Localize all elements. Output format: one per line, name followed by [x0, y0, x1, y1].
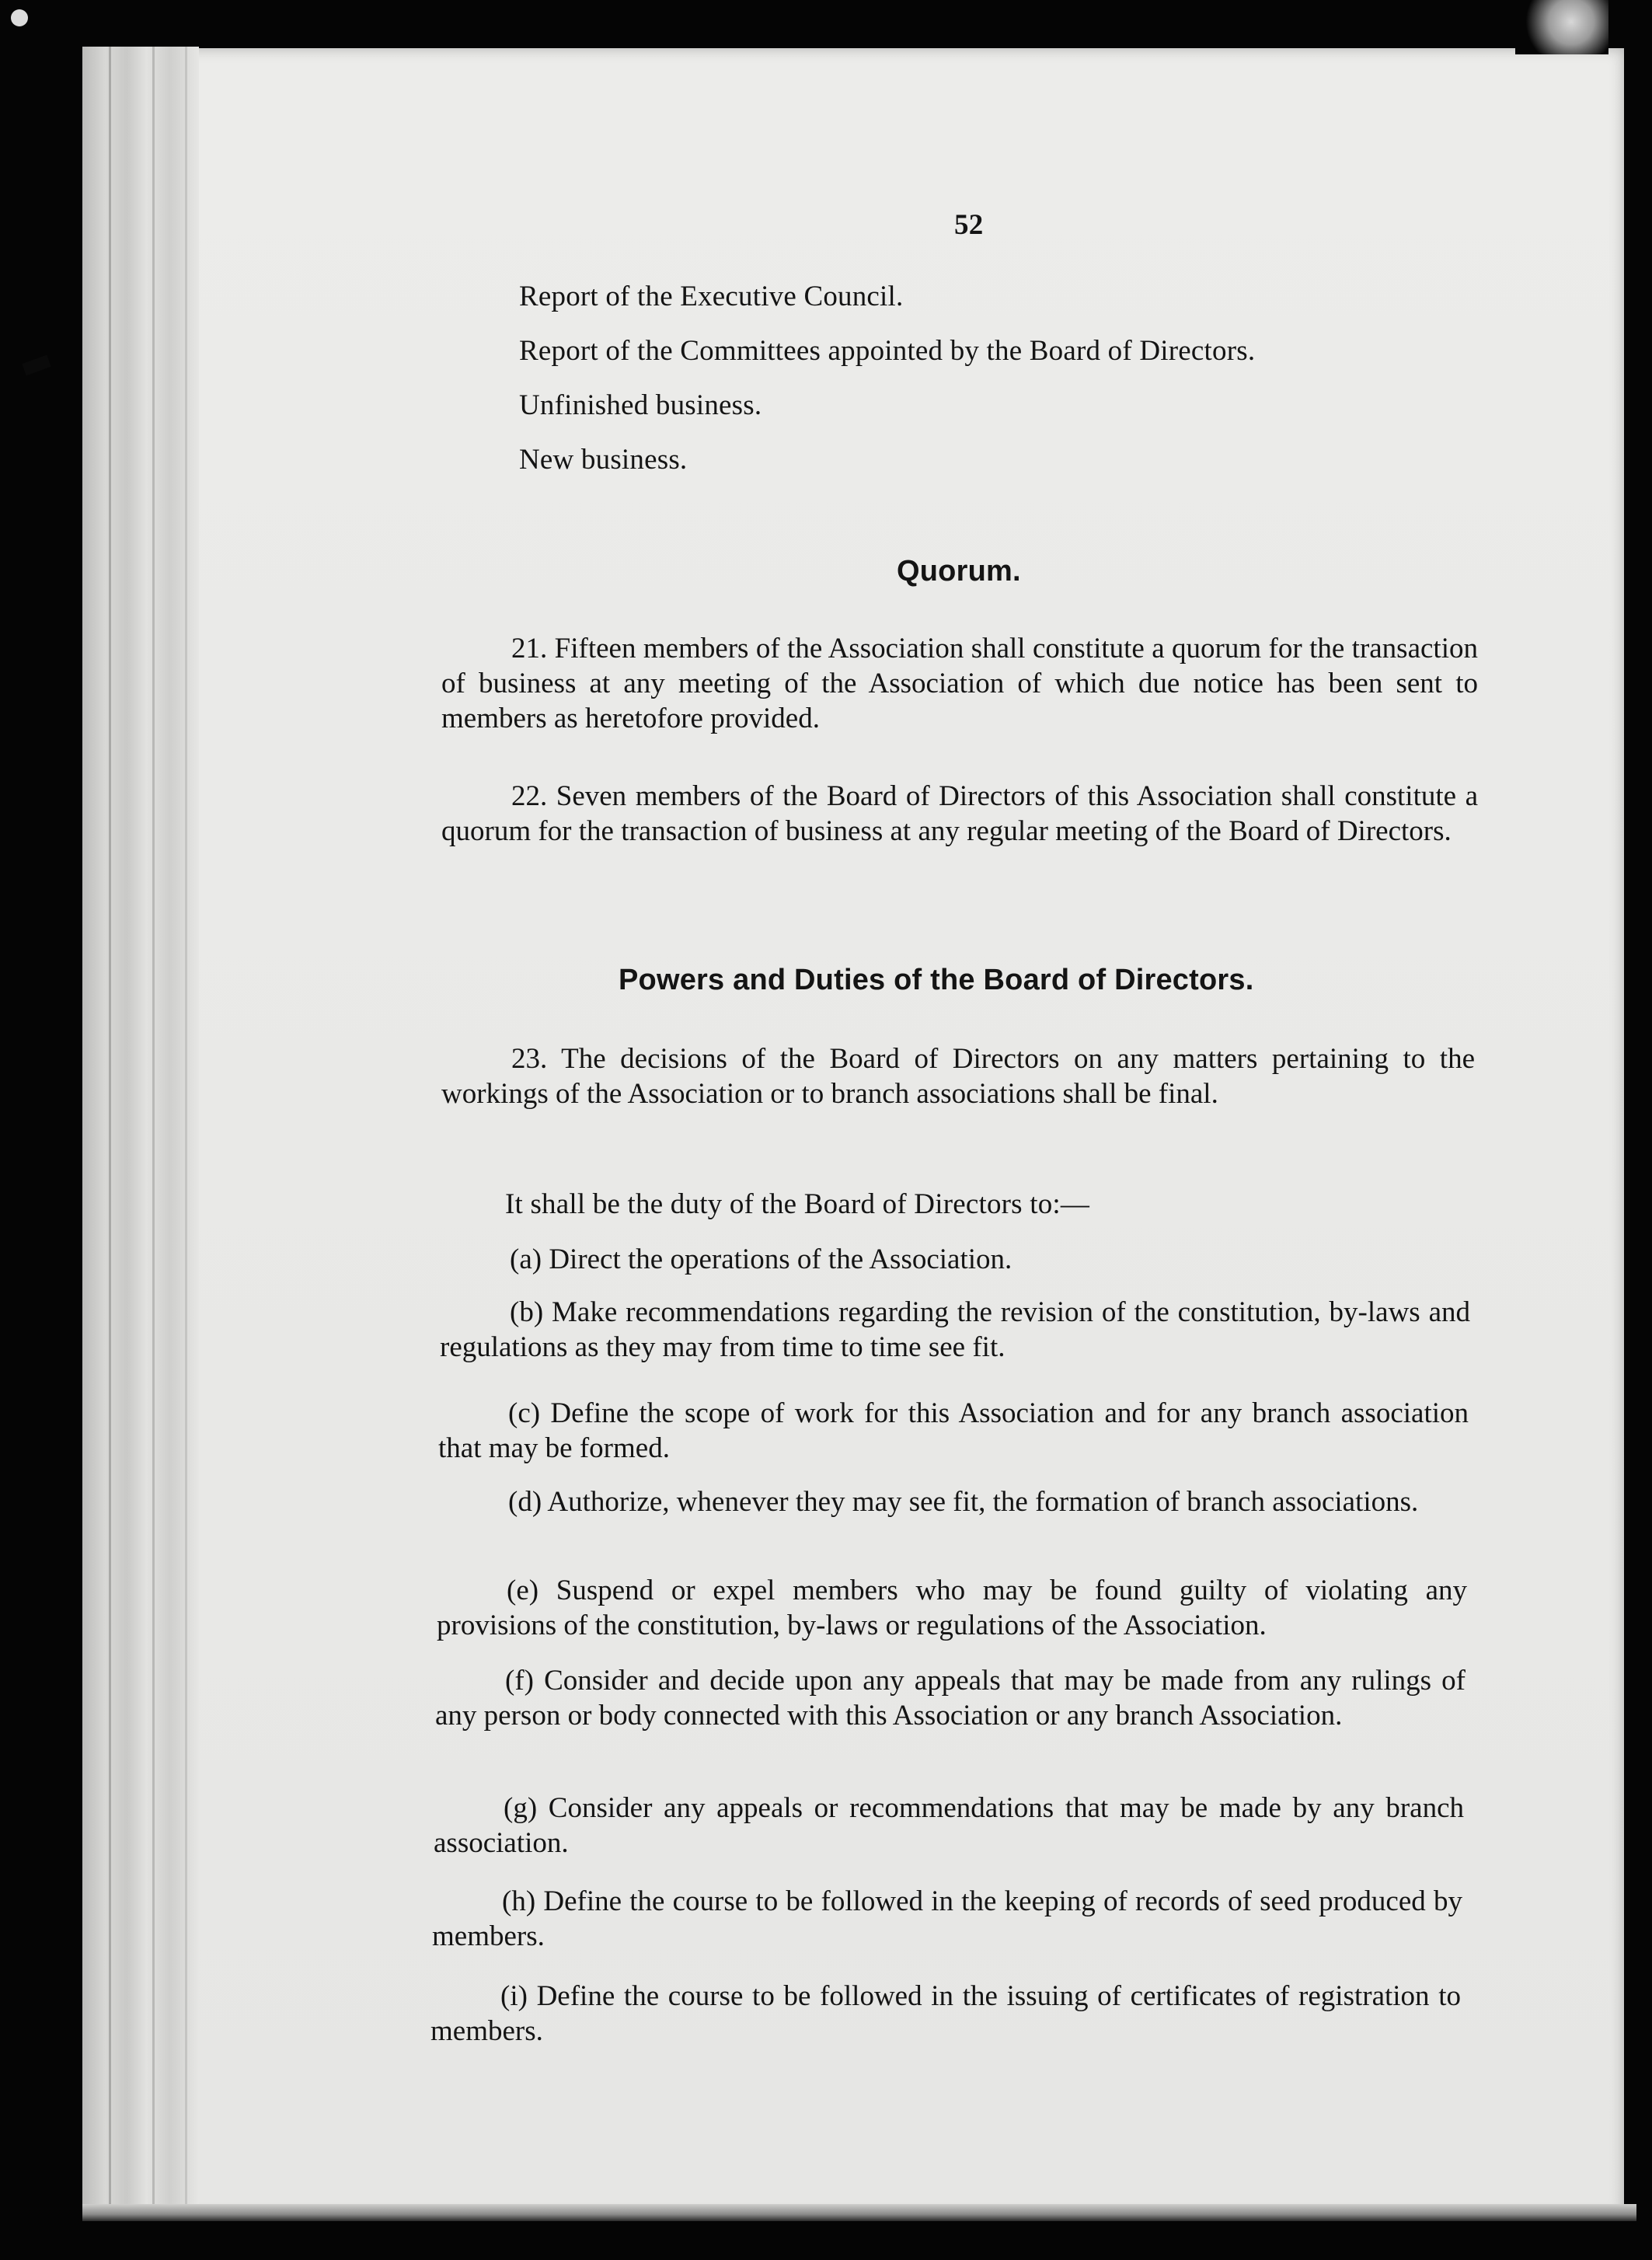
duty-item-c: (c) Define the scope of work for this Association and for any branch association that may be formed.	[438, 1397, 1469, 1464]
page-binding-edge	[82, 47, 199, 2218]
binding-line	[185, 47, 187, 2215]
binding-line	[109, 47, 111, 2215]
agenda-item: Unfinished business.	[519, 389, 762, 421]
duty-item-g: (g) Consider any appeals or recommendations that may be made by any branch association.	[434, 1792, 1464, 1859]
duty-item-a: (a) Direct the operations of the Association.	[510, 1243, 1012, 1275]
duty-item-e: (e) Suspend or expel members who may be found guilty of violating any provisions of the constitution, by-laws or regulations of the Association.	[437, 1575, 1467, 1641]
duty-item-f: (f) Consider and decide upon any appeals that may be made from any rulings of any person or body connected with this Association or any branch Association.	[435, 1665, 1466, 1732]
duty-item-b: (b) Make recommendations regarding the revision of the constitution, by-laws and regulations as they may from time to time see fit.	[440, 1296, 1470, 1363]
scan-speck	[11, 9, 28, 26]
duty-item-d: (d) Authorize, whenever they may see fit, the formation of branch associations.	[508, 1486, 1419, 1518]
agenda-item: Report of the Executive Council.	[519, 281, 904, 312]
scan-speck	[1515, 0, 1608, 54]
paragraph-21: 21. Fifteen members of the Association shall constitute a quorum for the transaction of business at any meeting of the Association of which due notice has been sent to members as heretofore provided.	[441, 633, 1478, 734]
page-bottom-edge	[82, 2204, 1636, 2221]
paragraph-23: 23. The decisions of the Board of Directors on any matters pertaining to the workings of the Association or to branch associations shall be final.	[441, 1043, 1475, 1110]
binding-line	[152, 47, 155, 2215]
agenda-item: Report of the Committees appointed by the Board of Directors.	[519, 335, 1256, 367]
duty-item-h: (h) Define the course to be followed in the keeping of records of seed produced by members.	[432, 1885, 1462, 1952]
duty-item-i: (i) Define the course to be followed in the issuing of certificates of registration to members.	[430, 1980, 1461, 2047]
page-number: 52	[954, 209, 984, 241]
section-heading-powers: Powers and Duties of the Board of Directors.	[619, 964, 1254, 996]
agenda-item: New business.	[519, 444, 688, 476]
duty-intro: It shall be the duty of the Board of Directors to:—	[505, 1188, 1090, 1220]
paragraph-22: 22. Seven members of the Board of Directors of this Association shall constitute a quorum for the transaction of business at any regular meeting of the Board of Directors.	[441, 780, 1478, 847]
section-heading-quorum: Quorum.	[897, 555, 1021, 588]
